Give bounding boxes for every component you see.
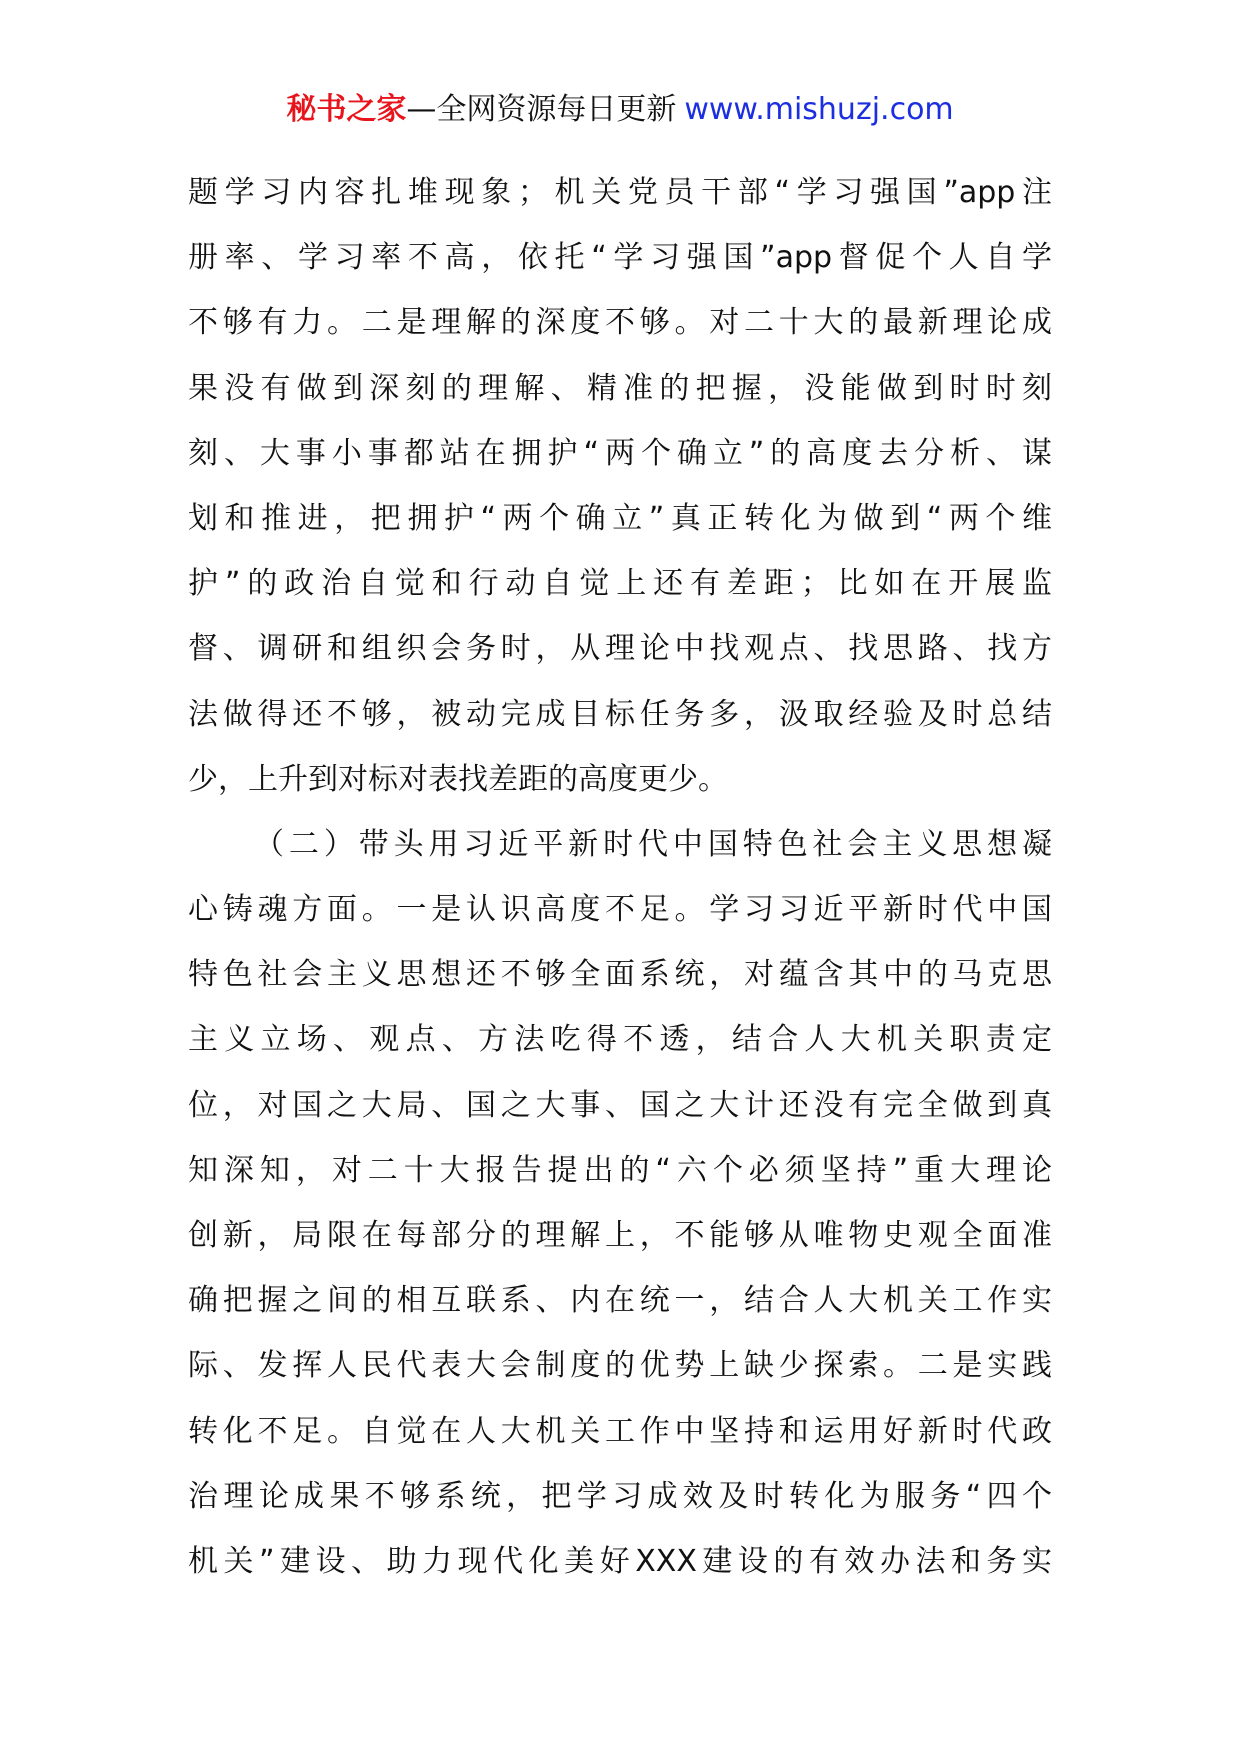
text-line: 确把握之间的相互联系、内在统一，结合人大机关工作实 xyxy=(188,1283,1052,1319)
brand-name: 秘书之家 xyxy=(286,92,407,127)
text-line: 刻、大事小事都站在拥护“两个确立”的高度去分析、谋 xyxy=(188,435,1052,471)
text-line: 际、发挥人民代表大会制度的优势上缺少探索。二是实践 xyxy=(188,1348,1052,1384)
text-line: 主义立场、观点、方法吃得不透，结合人大机关职责定 xyxy=(188,1022,1052,1058)
text-line: 督、调研和组织会务时，从理论中找观点、找思路、找方 xyxy=(188,631,1052,667)
text-line: 转化不足。自觉在人大机关工作中坚持和运用好新时代政 xyxy=(188,1413,1052,1449)
text-line: 治理论成果不够系统，把学习成效及时转化为服务“四个 xyxy=(188,1478,1052,1514)
text-line: 位，对国之大局、国之大事、国之大计还没有完全做到真 xyxy=(188,1087,1052,1123)
section-heading-line: （二）带头用习近平新时代中国特色社会主义思想凝 xyxy=(254,826,1052,862)
text-line: 机关”建设、助力现代化美好XXX建设的有效办法和务实 xyxy=(188,1543,1052,1579)
paragraph-end-line: 少，上升到对标对表找差距的高度更少。 xyxy=(188,761,728,797)
document-body xyxy=(188,160,1052,1594)
text-line: 不够有力。二是理解的深度不够。对二十大的最新理论成 xyxy=(188,305,1052,341)
text-line: 果没有做到深刻的理解、精准的把握，没能做到时时刻 xyxy=(188,370,1052,406)
page-header xyxy=(0,90,1240,130)
text-line: 知深知，对二十大报告提出的“六个必须坚持”重大理论 xyxy=(188,1152,1052,1188)
website-link[interactable]: www.mishuzj.com xyxy=(684,92,954,127)
text-line: 创新，局限在每部分的理解上，不能够从唯物史观全面准 xyxy=(188,1218,1052,1253)
text-line: 题学习内容扎堆现象；机关党员干部“学习强国”app注 xyxy=(188,175,1052,210)
text-line: 册率、学习率不高，依托“学习强国”app督促个人自学 xyxy=(188,240,1052,276)
header-tagline: —全网资源每日更新 xyxy=(406,92,677,127)
text-line: 护”的政治自觉和行动自觉上还有差距；比如在开展监 xyxy=(188,566,1052,602)
text-line: 划和推进，把拥护“两个确立”真正转化为做到“两个维 xyxy=(188,500,1052,536)
text-line: 特色社会主义思想还不够全面系统，对蕴含其中的马克思 xyxy=(188,957,1052,993)
text-line: 心铸魂方面。一是认识高度不足。学习习近平新时代中国 xyxy=(188,892,1052,928)
text-line: 法做得还不够，被动完成目标任务多，汲取经验及时总结 xyxy=(188,696,1052,732)
